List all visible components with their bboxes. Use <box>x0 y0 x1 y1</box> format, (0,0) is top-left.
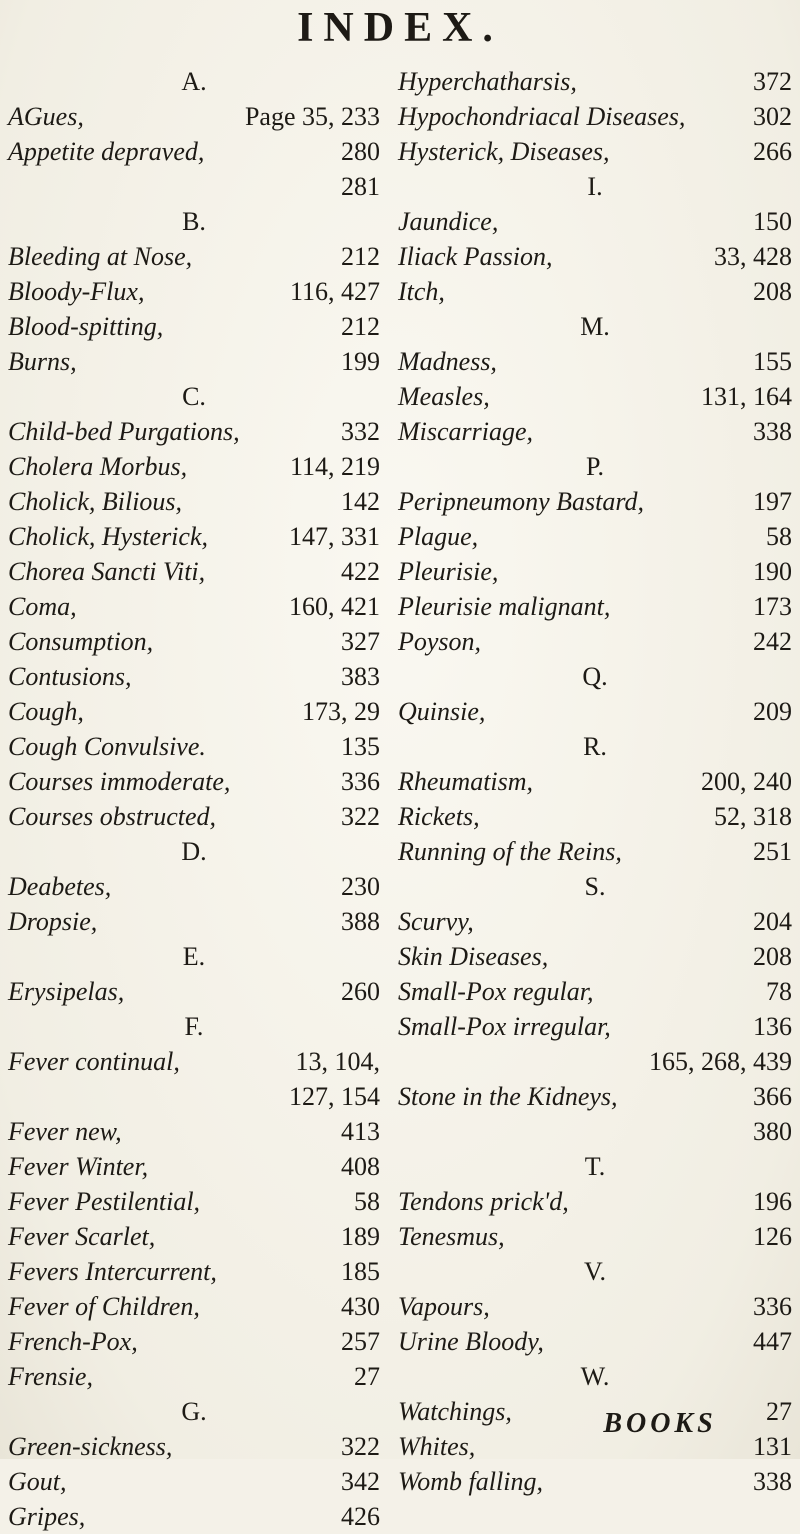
index-entry <box>398 799 792 834</box>
entry-pages: 242 <box>753 627 792 656</box>
entry-term: Vapours, <box>398 1292 490 1321</box>
section-letter: M. <box>580 312 610 341</box>
entry-pages: 322 <box>341 1432 380 1461</box>
entry-term: Fevers Intercurrent, <box>8 1257 217 1286</box>
entry-term: Cough Convulsive. <box>8 732 206 761</box>
entry-pages: 199 <box>341 347 380 376</box>
index-entry <box>398 204 792 239</box>
entry-term: Womb falling, <box>398 1467 543 1496</box>
entry-term: Courses immoderate, <box>8 767 231 796</box>
entry-term: Hysterick, Diseases, <box>398 137 610 166</box>
section-letter: W. <box>580 1362 610 1391</box>
entry-pages: 33, 428 <box>714 242 792 271</box>
entry-pages: 430 <box>341 1292 380 1321</box>
entry-term: French-Pox, <box>8 1327 138 1356</box>
entry-term: Gout, <box>8 1467 67 1496</box>
entry-pages: 173 <box>753 592 792 621</box>
section-letter: T. <box>584 1152 606 1181</box>
entry-pages: 257 <box>341 1327 380 1356</box>
section-letter: C. <box>182 382 206 411</box>
entry-pages: 13, 104, <box>295 1047 380 1076</box>
index-entry <box>398 589 792 624</box>
entry-pages: 27 <box>354 1362 380 1391</box>
index-entry-continuation <box>8 1079 380 1114</box>
entry-term: Skin Diseases, <box>398 942 549 971</box>
entry-pages: 383 <box>341 662 380 691</box>
index-entry <box>8 1184 380 1219</box>
entry-pages: 200, 240 <box>701 767 792 796</box>
entry-term: Fever of Children, <box>8 1292 200 1321</box>
entry-term: Chorea Sancti Viti, <box>8 557 206 586</box>
entry-term: Peripneumony Bastard, <box>398 487 644 516</box>
index-entry <box>398 519 792 554</box>
entry-term: Courses obstructed, <box>8 802 216 831</box>
entry-pages: 142 <box>341 487 380 516</box>
entry-pages: 280 <box>341 137 380 166</box>
index-entry <box>8 764 380 799</box>
index-entry <box>8 1219 380 1254</box>
entry-pages: 251 <box>753 837 792 866</box>
index-entry <box>8 729 380 764</box>
entry-term: Whites, <box>398 1432 476 1461</box>
index-entry <box>398 764 792 799</box>
entry-pages: 165, 268, 439 <box>649 1047 792 1076</box>
entry-term: Iliack Passion, <box>398 242 553 271</box>
section-letter: F. <box>184 1012 204 1041</box>
index-entry <box>8 974 380 1009</box>
entry-term: Appetite depraved, <box>8 137 205 166</box>
entry-pages: 322 <box>341 802 380 831</box>
index-entry <box>8 1044 380 1079</box>
index-entry <box>8 1114 380 1149</box>
entry-pages: 135 <box>341 732 380 761</box>
entry-term: Bleeding at Nose, <box>8 242 193 271</box>
entry-pages: 52, 318 <box>714 802 792 831</box>
entry-term: Stone in the Kidneys, <box>398 1082 618 1111</box>
entry-pages: 366 <box>753 1082 792 1111</box>
index-entry <box>398 694 792 729</box>
entry-pages: 150 <box>753 207 792 236</box>
index-entry <box>398 379 792 414</box>
entry-pages: 78 <box>766 977 792 1006</box>
index-entry <box>8 519 380 554</box>
index-entry <box>8 904 380 939</box>
index-entry <box>398 1079 792 1114</box>
entry-pages: 212 <box>341 242 380 271</box>
entry-term: Cholick, Bilious, <box>8 487 183 516</box>
index-entry <box>398 834 792 869</box>
section-letter: P. <box>585 452 605 481</box>
index-entry <box>398 1289 792 1324</box>
entry-pages: 131, 164 <box>701 382 792 411</box>
entry-term: Jaundice, <box>398 207 499 236</box>
index-entry-continuation <box>398 1044 792 1079</box>
index-entry <box>398 1464 792 1499</box>
entry-term: Gripes, <box>8 1502 86 1531</box>
entry-term: Pleurisie malignant, <box>398 592 611 621</box>
entry-term: Cholick, Hysterick, <box>8 522 208 551</box>
entry-term: Coma, <box>8 592 77 621</box>
section-letter: Q. <box>582 662 608 691</box>
entry-pages: 327 <box>341 627 380 656</box>
entry-pages: 212 <box>341 312 380 341</box>
entry-pages: 302 <box>753 102 792 131</box>
entry-term: Plague, <box>398 522 479 551</box>
index-entry-continuation <box>398 1114 792 1149</box>
index-entry <box>398 1184 792 1219</box>
section-letter: A. <box>181 67 207 96</box>
entry-pages: 160, 421 <box>289 592 380 621</box>
entry-term: Tendons prick'd, <box>398 1187 569 1216</box>
entry-term: Rheumatism, <box>398 767 534 796</box>
entry-term: Consumption, <box>8 627 154 656</box>
entry-term: AGues, <box>8 102 84 131</box>
index-entry <box>8 99 380 134</box>
entry-pages: 230 <box>341 872 380 901</box>
entry-pages: 281 <box>341 172 380 201</box>
index-entry <box>398 974 792 1009</box>
entry-pages: 185 <box>341 1257 380 1286</box>
entry-term: Urine Bloody, <box>398 1327 544 1356</box>
index-entry <box>398 904 792 939</box>
index-entry <box>8 274 380 309</box>
entry-term: Poyson, <box>398 627 482 656</box>
page-title: INDEX. <box>297 5 503 51</box>
index-entry-continuation <box>8 169 380 204</box>
index-entry <box>398 939 792 974</box>
entry-term: Madness, <box>398 347 497 376</box>
index-entry <box>398 1219 792 1254</box>
section-letter: G. <box>181 1397 207 1426</box>
entry-term: Hypochondriacal Diseases, <box>398 102 686 131</box>
index-entry <box>398 134 792 169</box>
entry-term: Fever continual, <box>8 1047 180 1076</box>
entry-term: Blood-spitting, <box>8 312 164 341</box>
index-entry <box>8 449 380 484</box>
entry-pages: 413 <box>341 1117 380 1146</box>
index-entry <box>8 344 380 379</box>
catchword: BOOKS <box>603 1408 717 1439</box>
entry-pages: 388 <box>341 907 380 936</box>
entry-pages: 336 <box>341 767 380 796</box>
index-entry <box>8 414 380 449</box>
index-entry <box>398 344 792 379</box>
entry-pages: 208 <box>753 277 792 306</box>
index-entry <box>8 694 380 729</box>
index-entry <box>8 1499 380 1534</box>
index-entry <box>8 1149 380 1184</box>
index-entry <box>8 1464 380 1499</box>
entry-pages: 209 <box>753 697 792 726</box>
entry-pages: 190 <box>753 557 792 586</box>
entry-term: Bloody-Flux, <box>8 277 145 306</box>
index-entry <box>398 64 792 99</box>
entry-pages: 116, 427 <box>289 277 380 306</box>
entry-term: Erysipelas, <box>8 977 125 1006</box>
index-entry <box>8 869 380 904</box>
entry-term: Tenesmus, <box>398 1222 505 1251</box>
entry-term: Contusions, <box>8 662 132 691</box>
entry-term: Pleurisie, <box>398 557 499 586</box>
entry-pages: 189 <box>341 1222 380 1251</box>
entry-pages: 338 <box>753 1467 792 1496</box>
entry-pages: 260 <box>341 977 380 1006</box>
entry-pages: 372 <box>753 67 792 96</box>
entry-pages: 155 <box>753 347 792 376</box>
index-entry <box>8 1359 380 1394</box>
entry-pages: 196 <box>753 1187 792 1216</box>
entry-pages: 426 <box>341 1502 380 1531</box>
entry-term: Running of the Reins, <box>398 837 622 866</box>
index-column-left <box>8 64 380 1534</box>
entry-term: Quinsie, <box>398 697 486 726</box>
entry-term: Small-Pox irregular, <box>398 1012 611 1041</box>
entry-term: Hyperchatharsis, <box>398 67 577 96</box>
entry-term: Frensie, <box>8 1362 93 1391</box>
entry-pages: 197 <box>753 487 792 516</box>
entry-term: Fever new, <box>8 1117 122 1146</box>
index-entry <box>8 134 380 169</box>
index-entry <box>398 99 792 134</box>
index-entry <box>398 414 792 449</box>
entry-term: Small-Pox regular, <box>398 977 594 1006</box>
entry-pages: 338 <box>753 417 792 446</box>
index-entry <box>398 1324 792 1359</box>
entry-pages: 136 <box>753 1012 792 1041</box>
entry-pages: 408 <box>341 1152 380 1181</box>
section-letter: E. <box>182 942 206 971</box>
entry-term: Miscarriage, <box>398 417 534 446</box>
section-letter: D. <box>181 837 207 866</box>
entry-pages: 131 <box>753 1432 792 1461</box>
entry-pages: 173, 29 <box>302 697 380 726</box>
entry-term: Fever Pestilential, <box>8 1187 201 1216</box>
entry-pages: 332 <box>341 417 380 446</box>
section-letter: I. <box>587 172 603 201</box>
index-entry <box>8 659 380 694</box>
entry-term: Measles, <box>398 382 490 411</box>
index-entry <box>8 1254 380 1289</box>
entry-pages: 127, 154 <box>289 1082 380 1111</box>
entry-term: Itch, <box>398 277 445 306</box>
entry-term: Cholera Morbus, <box>8 452 188 481</box>
entry-term: Fever Winter, <box>8 1152 149 1181</box>
section-letter: S. <box>584 872 606 901</box>
entry-term: Child-bed Purgations, <box>8 417 240 446</box>
entry-pages: 126 <box>753 1222 792 1251</box>
entry-pages: 342 <box>341 1467 380 1496</box>
entry-term: Deabetes, <box>8 872 112 901</box>
index-entry <box>8 554 380 589</box>
entry-term: Green-sickness, <box>8 1432 173 1461</box>
entry-pages: 27 <box>766 1397 792 1426</box>
index-entry <box>398 484 792 519</box>
index-column-right <box>398 64 792 1499</box>
index-entry <box>398 1009 792 1044</box>
entry-pages: 58 <box>354 1187 380 1216</box>
entry-term: Burns, <box>8 347 77 376</box>
index-entry <box>398 239 792 274</box>
section-letter: R. <box>583 732 607 761</box>
index-entry <box>8 799 380 834</box>
entry-term: Scurvy, <box>398 907 474 936</box>
index-entry <box>398 554 792 589</box>
entry-pages: 147, 331 <box>289 522 380 551</box>
section-letter: B. <box>182 207 206 236</box>
index-entry <box>398 624 792 659</box>
entry-term: Watchings, <box>398 1397 512 1426</box>
section-letter: V. <box>584 1257 606 1286</box>
index-entry <box>8 624 380 659</box>
entry-term: Fever Scarlet, <box>8 1222 156 1251</box>
entry-pages: 208 <box>753 942 792 971</box>
index-entry <box>8 309 380 344</box>
index-entry <box>8 1289 380 1324</box>
entry-pages: 266 <box>753 137 792 166</box>
entry-pages: 422 <box>341 557 380 586</box>
entry-pages: 447 <box>753 1327 792 1356</box>
index-entry <box>8 589 380 624</box>
entry-pages: 336 <box>753 1292 792 1321</box>
index-entry <box>8 1324 380 1359</box>
index-entry <box>398 274 792 309</box>
index-entry <box>8 484 380 519</box>
entry-pages: 204 <box>753 907 792 936</box>
entry-pages: 380 <box>753 1117 792 1146</box>
entry-pages: 114, 219 <box>289 452 380 481</box>
entry-term: Rickets, <box>398 802 480 831</box>
entry-term: Dropsie, <box>8 907 98 936</box>
entry-pages: Page 35, 233 <box>244 102 380 131</box>
index-entry <box>8 239 380 274</box>
entry-term: Cough, <box>8 697 84 726</box>
entry-pages: 58 <box>766 522 792 551</box>
